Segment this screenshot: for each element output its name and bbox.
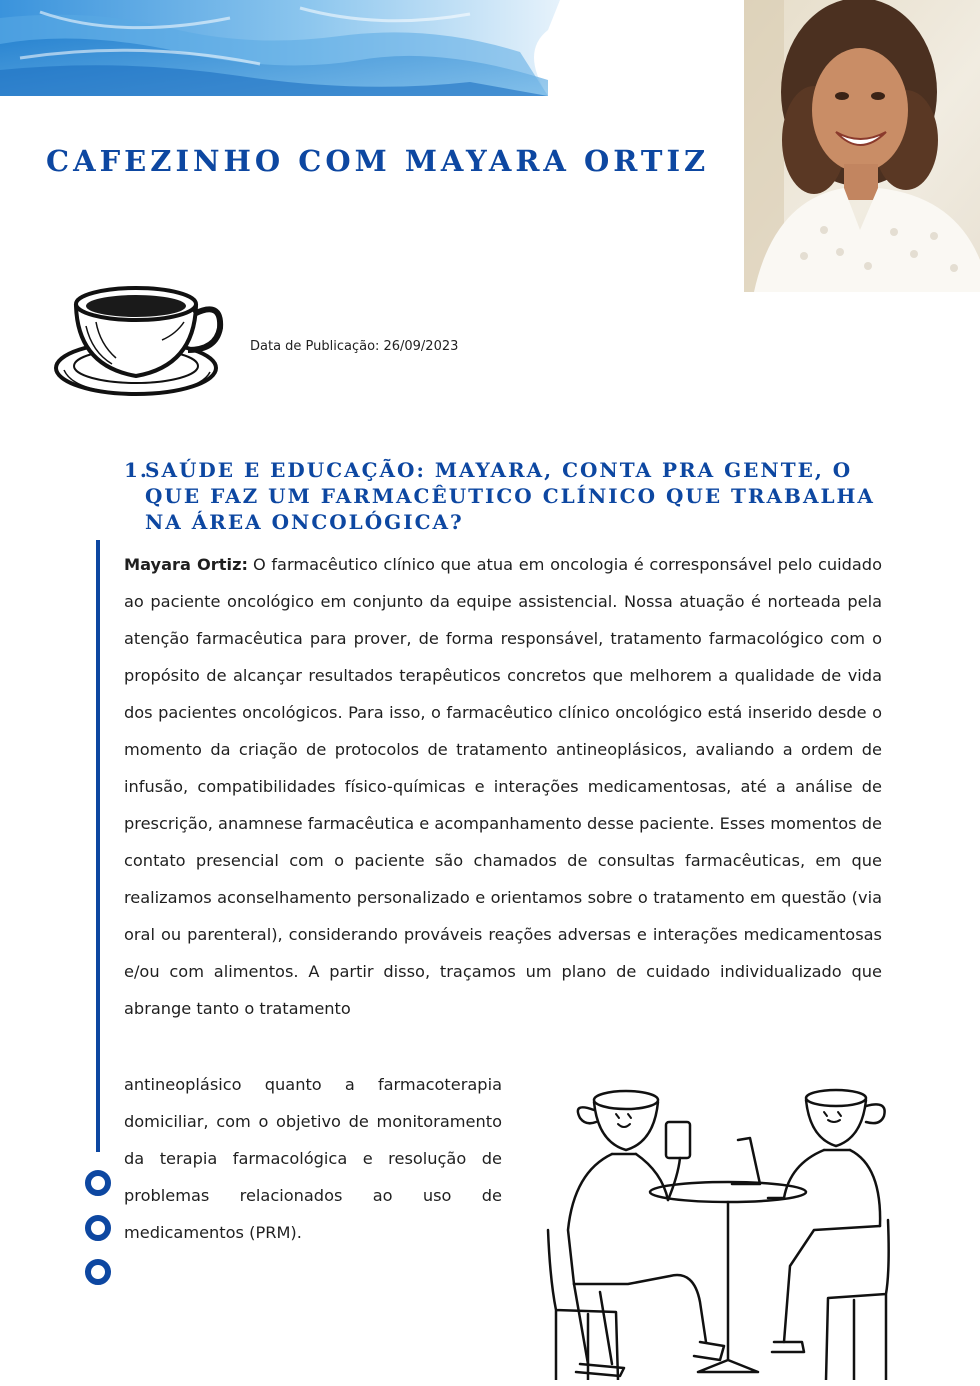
watercolor-banner <box>0 0 560 100</box>
accent-ring-dot <box>85 1259 111 1285</box>
accent-vertical-line <box>96 540 100 1152</box>
answer-text-main: O farmacêutico clínico que atua em oncologia é corresponsável pelo cuidado ao paciente oncológico em conjunto da equipe assistencial. Nossa atuação é norteada pela atenção farmacêutica para prover, de forma responsável, tratamento farmacológico com o propósito de alcançar resultados terapêuticos concretos que melhorem a qualidade de vida dos pacientes oncológicos. Para isso, o farmacêutico clínico oncológico está inserido desde o momento da criação de protocolos de tratamento antineoplásicos, avaliando a ordem de infusão, compatibilidades físico-químicas e interações medicamentosas, até a análise de prescrição, anamnese farmacêutica e acompanhamento desse paciente. Esses momentos de contato presencial com o paciente são chamados de consultas farmacêuticas, em que realizamos aconselhamento personalizado e orientamos sobre o tratamento em questão (via oral ou parenteral), considerando prováveis reações adversas e interações medicamentosas e/ou com alimentos. A partir disso, traçamos um plano de cuidado individualizado que abrange tanto o tratamento <box>124 555 882 1018</box>
question-text: SAÚDE E EDUCAÇÃO: MAYARA, CONTA PRA GENTE, O QUE FAZ UM FARMACÊUTICO CLÍNICO QUE TRABALHA NA ÁREA ONCOLÓGICA? <box>145 458 875 534</box>
question-number: 1. <box>124 458 149 482</box>
cafe-people-illustration <box>528 1080 900 1380</box>
portrait-photo <box>744 0 980 292</box>
answer-speaker: Mayara Ortiz: <box>124 555 248 574</box>
question-heading <box>124 457 884 535</box>
coffee-cup-icon <box>52 280 228 400</box>
publication-date <box>250 339 458 354</box>
accent-ring-dot <box>85 1215 111 1241</box>
publication-date-value: 26/09/2023 <box>383 339 459 354</box>
page-title: CAFEZINHO COM MAYARA ORTIZ <box>46 144 710 178</box>
publication-date-label: Data de Publicação: <box>250 339 380 354</box>
accent-ring-dot <box>85 1170 111 1196</box>
answer-paragraph-continued: antineoplásico quanto a farmacoterapia domiciliar, com o objetivo de monitoramento da terapia farmacológica e resolução de problemas relacionados ao uso de medicamentos (PRM). <box>124 1075 502 1242</box>
answer-paragraph <box>124 546 882 1027</box>
